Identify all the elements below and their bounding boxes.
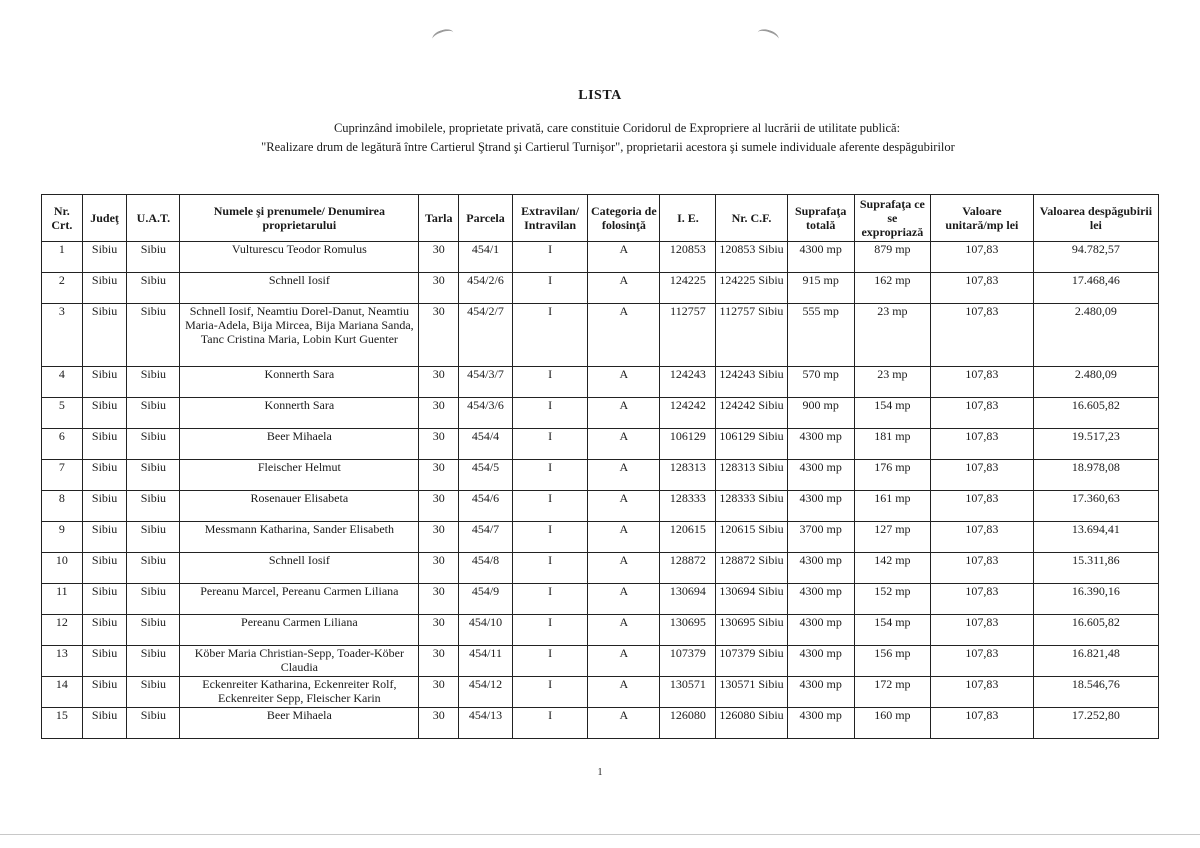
header-tarla: Tarla — [419, 195, 459, 242]
cell-nr: 13 — [42, 646, 83, 677]
cell-parcela: 454/2/6 — [459, 273, 513, 304]
cell-suprafata-totala: 4300 mp — [787, 708, 854, 739]
table-row — [42, 522, 1159, 553]
cell-categoria: A — [588, 584, 660, 615]
cell-ie: 124243 — [660, 367, 716, 398]
table-row — [42, 242, 1159, 273]
cell-tarla: 30 — [419, 646, 459, 677]
header-parcela: Parcela — [459, 195, 513, 242]
cell-tarla: 30 — [419, 367, 459, 398]
cell-parcela: 454/1 — [459, 242, 513, 273]
cell-suprafata-expropriata: 142 mp — [854, 553, 930, 584]
cell-judet: Sibiu — [82, 429, 127, 460]
cell-categoria: A — [588, 615, 660, 646]
cell-categoria: A — [588, 708, 660, 739]
cell-extravilan: I — [512, 460, 587, 491]
cell-judet: Sibiu — [82, 273, 127, 304]
cell-uat: Sibiu — [127, 367, 180, 398]
cell-valoare-despagubire: 16.605,82 — [1033, 398, 1158, 429]
cell-ie: 128872 — [660, 553, 716, 584]
cell-valoare-unitara: 107,83 — [931, 304, 1034, 367]
cell-ie: 106129 — [660, 429, 716, 460]
cell-valoare-unitara: 107,83 — [931, 646, 1034, 677]
cell-suprafata-totala: 4300 mp — [787, 429, 854, 460]
cell-judet: Sibiu — [82, 242, 127, 273]
cell-uat: Sibiu — [127, 242, 180, 273]
cell-uat: Sibiu — [127, 304, 180, 367]
cell-cf: 124243 Sibiu — [716, 367, 787, 398]
cell-uat: Sibiu — [127, 460, 180, 491]
cell-parcela: 454/5 — [459, 460, 513, 491]
header-valoare-unitara: Valoare unitară/mp lei — [931, 195, 1034, 242]
cell-cf: 124225 Sibiu — [716, 273, 787, 304]
cell-parcela: 454/7 — [459, 522, 513, 553]
header-nume: Numele şi prenumele/ Denumirea proprietarului — [180, 195, 419, 242]
cell-suprafata-totala: 570 mp — [787, 367, 854, 398]
cell-cf: 128872 Sibiu — [716, 553, 787, 584]
expropriation-table — [41, 194, 1159, 739]
cell-extravilan: I — [512, 304, 587, 367]
cell-nr: 1 — [42, 242, 83, 273]
cell-cf: 124242 Sibiu — [716, 398, 787, 429]
cell-valoare-despagubire: 18.546,76 — [1033, 677, 1158, 708]
cell-categoria: A — [588, 491, 660, 522]
cell-ie: 112757 — [660, 304, 716, 367]
header-judet: Judeţ — [82, 195, 127, 242]
cell-nr: 14 — [42, 677, 83, 708]
cell-extravilan: I — [512, 553, 587, 584]
cell-uat: Sibiu — [127, 491, 180, 522]
cell-valoare-unitara: 107,83 — [931, 677, 1034, 708]
cell-parcela: 454/10 — [459, 615, 513, 646]
cell-suprafata-expropriata: 181 mp — [854, 429, 930, 460]
cell-valoare-despagubire: 15.311,86 — [1033, 553, 1158, 584]
cell-suprafata-totala: 4300 mp — [787, 677, 854, 708]
header-cf: Nr. C.F. — [716, 195, 787, 242]
table-row — [42, 491, 1159, 522]
cell-nume: Schnell Iosif — [180, 273, 419, 304]
cell-valoare-unitara: 107,83 — [931, 367, 1034, 398]
cell-ie: 130695 — [660, 615, 716, 646]
cell-suprafata-expropriata: 154 mp — [854, 615, 930, 646]
header-categoria: Categoria de folosinţă — [588, 195, 660, 242]
cell-categoria: A — [588, 553, 660, 584]
cell-judet: Sibiu — [82, 615, 127, 646]
cell-valoare-unitara: 107,83 — [931, 429, 1034, 460]
cell-extravilan: I — [512, 491, 587, 522]
cell-valoare-despagubire: 19.517,23 — [1033, 429, 1158, 460]
cell-tarla: 30 — [419, 398, 459, 429]
cell-judet: Sibiu — [82, 646, 127, 677]
cell-suprafata-expropriata: 23 mp — [854, 304, 930, 367]
table-row — [42, 646, 1159, 677]
cell-extravilan: I — [512, 677, 587, 708]
cell-judet: Sibiu — [82, 584, 127, 615]
cell-cf: 128313 Sibiu — [716, 460, 787, 491]
cell-uat: Sibiu — [127, 646, 180, 677]
cell-valoare-despagubire: 17.468,46 — [1033, 273, 1158, 304]
table-row — [42, 677, 1159, 708]
cell-nr: 10 — [42, 553, 83, 584]
cell-categoria: A — [588, 367, 660, 398]
cell-judet: Sibiu — [82, 304, 127, 367]
table-row — [42, 398, 1159, 429]
cell-tarla: 30 — [419, 429, 459, 460]
cell-suprafata-expropriata: 172 mp — [854, 677, 930, 708]
table-row — [42, 367, 1159, 398]
cell-ie: 120615 — [660, 522, 716, 553]
cell-judet: Sibiu — [82, 460, 127, 491]
cell-cf: 128333 Sibiu — [716, 491, 787, 522]
cell-parcela: 454/3/7 — [459, 367, 513, 398]
cell-extravilan: I — [512, 584, 587, 615]
cell-valoare-despagubire: 2.480,09 — [1033, 304, 1158, 367]
table-row — [42, 615, 1159, 646]
cell-ie: 130571 — [660, 677, 716, 708]
cell-nr: 2 — [42, 273, 83, 304]
cell-tarla: 30 — [419, 273, 459, 304]
table-body — [42, 242, 1159, 739]
cell-nume: Vulturescu Teodor Romulus — [180, 242, 419, 273]
cell-suprafata-expropriata: 176 mp — [854, 460, 930, 491]
cell-parcela: 454/3/6 — [459, 398, 513, 429]
cell-tarla: 30 — [419, 553, 459, 584]
cell-extravilan: I — [512, 522, 587, 553]
cell-suprafata-expropriata: 127 mp — [854, 522, 930, 553]
cell-judet: Sibiu — [82, 677, 127, 708]
cell-valoare-unitara: 107,83 — [931, 460, 1034, 491]
cell-categoria: A — [588, 242, 660, 273]
cell-nume: Konnerth Sara — [180, 398, 419, 429]
header-ie: I. E. — [660, 195, 716, 242]
cell-judet: Sibiu — [82, 522, 127, 553]
table-row — [42, 553, 1159, 584]
cell-tarla: 30 — [419, 615, 459, 646]
cell-categoria: A — [588, 429, 660, 460]
cell-suprafata-totala: 4300 mp — [787, 646, 854, 677]
cell-valoare-unitara: 107,83 — [931, 708, 1034, 739]
cell-suprafata-expropriata: 154 mp — [854, 398, 930, 429]
cell-nume: Beer Mihaela — [180, 708, 419, 739]
cell-suprafata-totala: 900 mp — [787, 398, 854, 429]
cell-nume: Rosenauer Elisabeta — [180, 491, 419, 522]
cell-extravilan: I — [512, 615, 587, 646]
cell-categoria: A — [588, 677, 660, 708]
cell-cf: 130695 Sibiu — [716, 615, 787, 646]
document-subtitle-line1: Cuprinzând imobilele, proprietate privată, care constituie Coridorul de Expropriere al lucrării de utilitate publică: — [333, 121, 901, 135]
cell-valoare-despagubire: 13.694,41 — [1033, 522, 1158, 553]
cell-nume: Konnerth Sara — [180, 367, 419, 398]
cell-judet: Sibiu — [82, 553, 127, 584]
cell-parcela: 454/6 — [459, 491, 513, 522]
cell-uat: Sibiu — [127, 398, 180, 429]
cell-suprafata-totala: 4300 mp — [787, 491, 854, 522]
document-subtitle-line2: "Realizare drum de legătură între Cartierul Ştrand şi Cartierul Turnişor", proprietarii acestora şi sumele individuale aferente despăgubirilor — [261, 140, 955, 154]
cell-uat: Sibiu — [127, 522, 180, 553]
cell-valoare-unitara: 107,83 — [931, 522, 1034, 553]
cell-ie: 130694 — [660, 584, 716, 615]
cell-uat: Sibiu — [127, 273, 180, 304]
cell-extravilan: I — [512, 646, 587, 677]
cell-valoare-unitara: 107,83 — [931, 553, 1034, 584]
table-row — [42, 304, 1159, 367]
cell-nume: Fleischer Helmut — [180, 460, 419, 491]
cell-nume: Schnell Iosif, Neamtiu Dorel-Danut, Neamtiu Maria-Adela, Bija Mircea, Bija Mariana Sanda, Tanc Cristina Maria, Lobin Kurt Guenter — [180, 304, 419, 367]
bottom-rule — [0, 834, 1200, 835]
cell-suprafata-expropriata: 160 mp — [854, 708, 930, 739]
cell-parcela: 454/2/7 — [459, 304, 513, 367]
cell-suprafata-totala: 4300 mp — [787, 242, 854, 273]
cell-suprafata-expropriata: 161 mp — [854, 491, 930, 522]
cell-suprafata-totala: 3700 mp — [787, 522, 854, 553]
cell-tarla: 30 — [419, 242, 459, 273]
cell-judet: Sibiu — [82, 491, 127, 522]
cell-uat: Sibiu — [127, 429, 180, 460]
cell-suprafata-totala: 4300 mp — [787, 553, 854, 584]
cell-uat: Sibiu — [127, 584, 180, 615]
cell-valoare-unitara: 107,83 — [931, 273, 1034, 304]
cell-tarla: 30 — [419, 460, 459, 491]
page-number: 1 — [597, 767, 603, 778]
cell-valoare-despagubire: 16.821,48 — [1033, 646, 1158, 677]
cell-suprafata-totala: 4300 mp — [787, 460, 854, 491]
cell-nume: Beer Mihaela — [180, 429, 419, 460]
cell-tarla: 30 — [419, 584, 459, 615]
cell-nr: 6 — [42, 429, 83, 460]
cell-tarla: 30 — [419, 677, 459, 708]
cell-suprafata-expropriata: 152 mp — [854, 584, 930, 615]
cell-valoare-unitara: 107,83 — [931, 242, 1034, 273]
cell-cf: 120853 Sibiu — [716, 242, 787, 273]
cell-ie: 107379 — [660, 646, 716, 677]
cell-parcela: 454/4 — [459, 429, 513, 460]
cell-valoare-despagubire: 17.252,80 — [1033, 708, 1158, 739]
cell-nume: Pereanu Carmen Liliana — [180, 615, 419, 646]
cell-ie: 128333 — [660, 491, 716, 522]
cell-cf: 130571 Sibiu — [716, 677, 787, 708]
header-valoare-despagubire: Valoarea despăgubirii lei — [1033, 195, 1158, 242]
cell-nr: 11 — [42, 584, 83, 615]
cell-nume: Messmann Katharina, Sander Elisabeth — [180, 522, 419, 553]
cell-suprafata-expropriata: 879 mp — [854, 242, 930, 273]
cell-cf: 126080 Sibiu — [716, 708, 787, 739]
scan-artifact-mark-left — [431, 27, 456, 45]
cell-parcela: 454/12 — [459, 677, 513, 708]
cell-extravilan: I — [512, 273, 587, 304]
cell-suprafata-expropriata: 162 mp — [854, 273, 930, 304]
table-row — [42, 460, 1159, 491]
cell-nume: Köber Maria Christian-Sepp, Toader-Köber Claudia — [180, 646, 419, 677]
cell-ie: 128313 — [660, 460, 716, 491]
cell-tarla: 30 — [419, 708, 459, 739]
cell-nr: 7 — [42, 460, 83, 491]
scan-artifact-mark-right — [756, 27, 781, 45]
cell-cf: 106129 Sibiu — [716, 429, 787, 460]
cell-cf: 107379 Sibiu — [716, 646, 787, 677]
table-header-row — [42, 195, 1159, 242]
cell-judet: Sibiu — [82, 398, 127, 429]
cell-categoria: A — [588, 646, 660, 677]
cell-cf: 120615 Sibiu — [716, 522, 787, 553]
cell-categoria: A — [588, 273, 660, 304]
cell-uat: Sibiu — [127, 677, 180, 708]
cell-cf: 130694 Sibiu — [716, 584, 787, 615]
cell-extravilan: I — [512, 398, 587, 429]
cell-valoare-despagubire: 16.605,82 — [1033, 615, 1158, 646]
cell-ie: 120853 — [660, 242, 716, 273]
cell-nr: 9 — [42, 522, 83, 553]
cell-nume: Eckenreiter Katharina, Eckenreiter Rolf, Eckenreiter Sepp, Fleischer Karin — [180, 677, 419, 708]
cell-nr: 5 — [42, 398, 83, 429]
cell-cf: 112757 Sibiu — [716, 304, 787, 367]
table-row — [42, 708, 1159, 739]
cell-valoare-despagubire: 17.360,63 — [1033, 491, 1158, 522]
cell-judet: Sibiu — [82, 708, 127, 739]
cell-extravilan: I — [512, 242, 587, 273]
cell-nume: Schnell Iosif — [180, 553, 419, 584]
table-row — [42, 273, 1159, 304]
cell-categoria: A — [588, 398, 660, 429]
cell-parcela: 454/11 — [459, 646, 513, 677]
cell-extravilan: I — [512, 708, 587, 739]
cell-nr: 4 — [42, 367, 83, 398]
cell-valoare-despagubire: 18.978,08 — [1033, 460, 1158, 491]
cell-uat: Sibiu — [127, 615, 180, 646]
cell-nr: 8 — [42, 491, 83, 522]
cell-ie: 124242 — [660, 398, 716, 429]
cell-extravilan: I — [512, 367, 587, 398]
header-extravilan: Extravilan/ Intravilan — [512, 195, 587, 242]
cell-suprafata-expropriata: 156 mp — [854, 646, 930, 677]
cell-tarla: 30 — [419, 304, 459, 367]
cell-suprafata-totala: 915 mp — [787, 273, 854, 304]
header-suprafata-totala: Suprafaţa totală — [787, 195, 854, 242]
cell-parcela: 454/9 — [459, 584, 513, 615]
cell-categoria: A — [588, 304, 660, 367]
cell-suprafata-totala: 4300 mp — [787, 615, 854, 646]
cell-ie: 124225 — [660, 273, 716, 304]
cell-tarla: 30 — [419, 491, 459, 522]
cell-valoare-despagubire: 2.480,09 — [1033, 367, 1158, 398]
document-title: LISTA — [578, 88, 622, 103]
cell-valoare-despagubire: 94.782,57 — [1033, 242, 1158, 273]
cell-nr: 15 — [42, 708, 83, 739]
cell-valoare-unitara: 107,83 — [931, 584, 1034, 615]
header-suprafata-expropriata: Suprafaţa ce se expropriază — [854, 195, 930, 242]
cell-valoare-unitara: 107,83 — [931, 491, 1034, 522]
cell-tarla: 30 — [419, 522, 459, 553]
header-nr: Nr. Crt. — [42, 195, 83, 242]
cell-categoria: A — [588, 460, 660, 491]
cell-valoare-despagubire: 16.390,16 — [1033, 584, 1158, 615]
cell-parcela: 454/8 — [459, 553, 513, 584]
table-row — [42, 429, 1159, 460]
cell-suprafata-totala: 555 mp — [787, 304, 854, 367]
cell-parcela: 454/13 — [459, 708, 513, 739]
cell-suprafata-expropriata: 23 mp — [854, 367, 930, 398]
cell-uat: Sibiu — [127, 708, 180, 739]
cell-categoria: A — [588, 522, 660, 553]
cell-valoare-unitara: 107,83 — [931, 615, 1034, 646]
cell-ie: 126080 — [660, 708, 716, 739]
table-row — [42, 584, 1159, 615]
cell-extravilan: I — [512, 429, 587, 460]
cell-suprafata-totala: 4300 mp — [787, 584, 854, 615]
header-uat: U.A.T. — [127, 195, 180, 242]
cell-nr: 12 — [42, 615, 83, 646]
cell-nume: Pereanu Marcel, Pereanu Carmen Liliana — [180, 584, 419, 615]
cell-valoare-unitara: 107,83 — [931, 398, 1034, 429]
cell-judet: Sibiu — [82, 367, 127, 398]
cell-nr: 3 — [42, 304, 83, 367]
cell-uat: Sibiu — [127, 553, 180, 584]
